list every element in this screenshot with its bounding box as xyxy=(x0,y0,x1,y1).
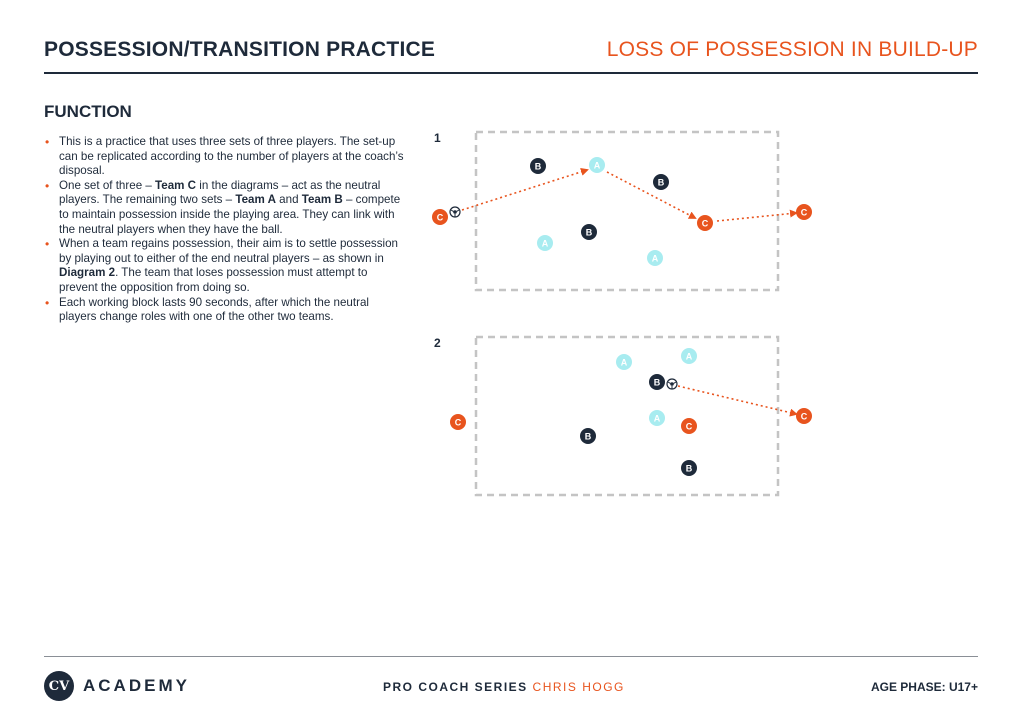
player-team-c xyxy=(796,408,812,424)
player-label: B xyxy=(585,227,593,238)
player-team-a xyxy=(537,235,553,251)
player-label: B xyxy=(685,463,693,474)
player-team-c xyxy=(681,418,697,434)
diagram-2 xyxy=(434,336,812,495)
series-credit xyxy=(383,680,625,694)
player-label: A xyxy=(620,357,628,368)
diagram-number: 1 xyxy=(434,131,441,145)
diagram-1 xyxy=(432,131,812,290)
player-team-a xyxy=(647,250,663,266)
page-title: POSSESSION/TRANSITION PRACTICE xyxy=(44,38,436,61)
pitch-area xyxy=(476,132,778,290)
function-bullet-list xyxy=(44,135,404,325)
cv-academy-logo xyxy=(44,671,190,701)
player-team-b xyxy=(530,158,546,174)
player-label: A xyxy=(593,160,601,171)
diagram-number: 2 xyxy=(434,336,441,350)
player-team-a xyxy=(616,354,632,370)
player-team-c xyxy=(796,204,812,220)
function-bullet: • When a team regains possession, their aim is to settle possession by playing out to either of the end neutral players – as shown in Diagram 2. The team that loses possession must attempt to prevent the opposition from doing so. xyxy=(44,237,404,295)
logo-text: ACADEMY xyxy=(83,676,190,695)
player-label: B xyxy=(584,431,592,442)
function-heading: FUNCTION xyxy=(44,102,132,121)
cv-logo-icon: CV xyxy=(44,671,74,701)
practice-diagrams xyxy=(420,120,840,510)
player-label: A xyxy=(651,253,659,264)
player-team-a xyxy=(589,157,605,173)
function-bullet: • Each working block lasts 90 seconds, after which the neutral players change roles with one of the other two teams. xyxy=(44,296,404,325)
player-team-c xyxy=(697,215,713,231)
series-name: PRO COACH SERIES xyxy=(383,680,528,694)
player-label: C xyxy=(436,212,444,223)
player-team-b xyxy=(581,224,597,240)
player-label: C xyxy=(454,417,462,428)
footer-divider xyxy=(44,656,978,657)
player-label: C xyxy=(800,207,808,218)
player-team-b xyxy=(580,428,596,444)
player-label: B xyxy=(657,177,665,188)
age-phase: AGE PHASE: U17+ xyxy=(870,680,978,694)
player-team-c xyxy=(450,414,466,430)
player-team-a xyxy=(649,410,665,426)
player-label: A xyxy=(685,351,693,362)
ball-icon xyxy=(667,379,677,389)
pass-arrow xyxy=(717,213,796,221)
player-team-b xyxy=(681,460,697,476)
ball-icon xyxy=(450,207,460,217)
author-name: CHRIS HOGG xyxy=(532,680,625,694)
player-label: C xyxy=(800,411,808,422)
player-team-c xyxy=(432,209,448,225)
player-team-b xyxy=(649,374,665,390)
player-label: C xyxy=(685,421,693,432)
player-team-a xyxy=(681,348,697,364)
player-label: A xyxy=(653,413,661,424)
player-team-b xyxy=(653,174,669,190)
function-bullet: • This is a practice that uses three sets of three players. The set-up can be replicated according to the number of players at the coach’s disposal. xyxy=(44,135,404,179)
player-label: B xyxy=(653,377,661,388)
pass-arrow xyxy=(462,170,587,210)
function-bullet: • One set of three – Team C in the diagrams – act as the neutral players. The remaining two sets – Team A and Team B – compete to maintain possession inside the playing area. They can link with the neutral players when they have the ball. xyxy=(44,179,404,237)
pass-arrow xyxy=(607,172,695,218)
page-subtitle: LOSS OF POSSESSION IN BUILD-UP xyxy=(606,38,978,61)
header-divider xyxy=(44,72,978,74)
player-label: C xyxy=(701,218,709,229)
player-label: B xyxy=(534,161,542,172)
player-label: A xyxy=(541,238,549,249)
